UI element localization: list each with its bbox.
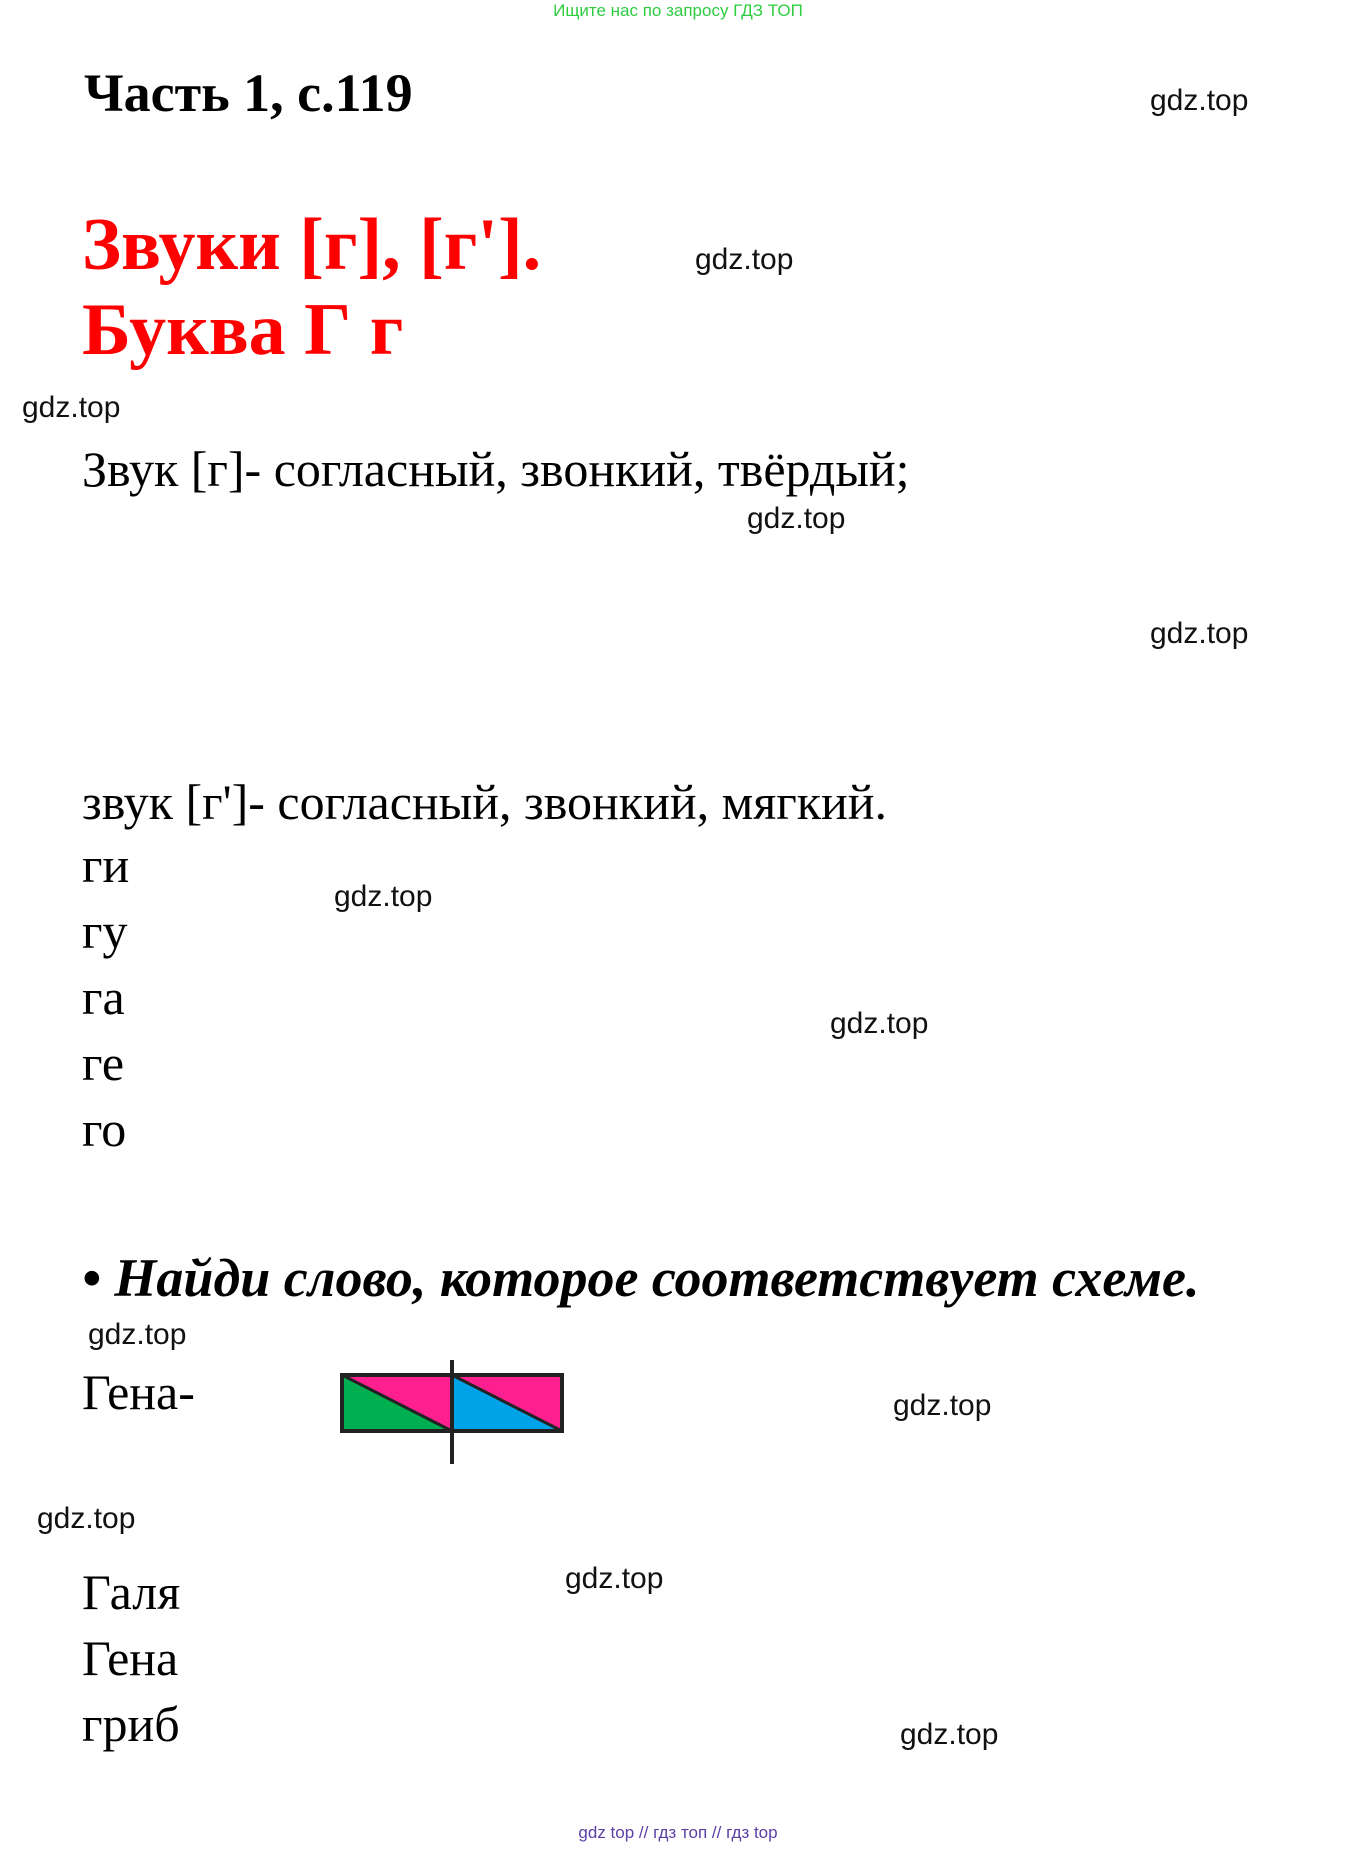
top-banner[interactable]: Ищите нас по запросу ГДЗ ТОП bbox=[553, 1, 803, 20]
word-option: Гена bbox=[82, 1630, 179, 1686]
watermark: gdz.top bbox=[893, 1389, 992, 1422]
soft-sound-description: звук [г']- согласный, звонкий, мягкий. bbox=[82, 774, 888, 830]
word-option: гриб bbox=[82, 1696, 180, 1752]
syllable-item: ге bbox=[82, 1035, 125, 1091]
syllable-item: га bbox=[82, 969, 125, 1025]
page-title: Часть 1, с.119 bbox=[84, 63, 413, 123]
task-instruction: • Найди слово, которое соответствует схеме. bbox=[82, 1248, 1200, 1308]
task-answer: Гена- bbox=[82, 1364, 195, 1420]
watermark: gdz.top bbox=[900, 1718, 999, 1751]
watermark: gdz.top bbox=[830, 1007, 929, 1040]
watermark: gdz.top bbox=[747, 502, 846, 535]
syllable-item: гу bbox=[82, 903, 128, 959]
watermark: gdz.top bbox=[88, 1318, 187, 1351]
watermark: gdz.top bbox=[695, 243, 794, 276]
footer-links[interactable]: gdz top // гдз топ // гдз top bbox=[578, 1823, 778, 1842]
watermark: gdz.top bbox=[22, 391, 121, 424]
lesson-title-sounds: Звуки [г], [г']. bbox=[82, 204, 542, 286]
watermark: gdz.top bbox=[565, 1562, 664, 1595]
watermark: gdz.top bbox=[334, 880, 433, 913]
syllable-item: ги bbox=[82, 837, 130, 893]
watermark: gdz.top bbox=[1150, 617, 1249, 650]
watermark: gdz.top bbox=[1150, 84, 1249, 117]
word-option: Галя bbox=[82, 1564, 181, 1620]
syllable-item: го bbox=[82, 1101, 127, 1157]
lesson-title-letter: Буква Г г bbox=[82, 289, 404, 371]
watermark: gdz.top bbox=[37, 1502, 136, 1535]
word-scheme-icon bbox=[340, 1358, 570, 1468]
hard-sound-description: Звук [г]- согласный, звонкий, твёрдый; bbox=[82, 441, 910, 497]
